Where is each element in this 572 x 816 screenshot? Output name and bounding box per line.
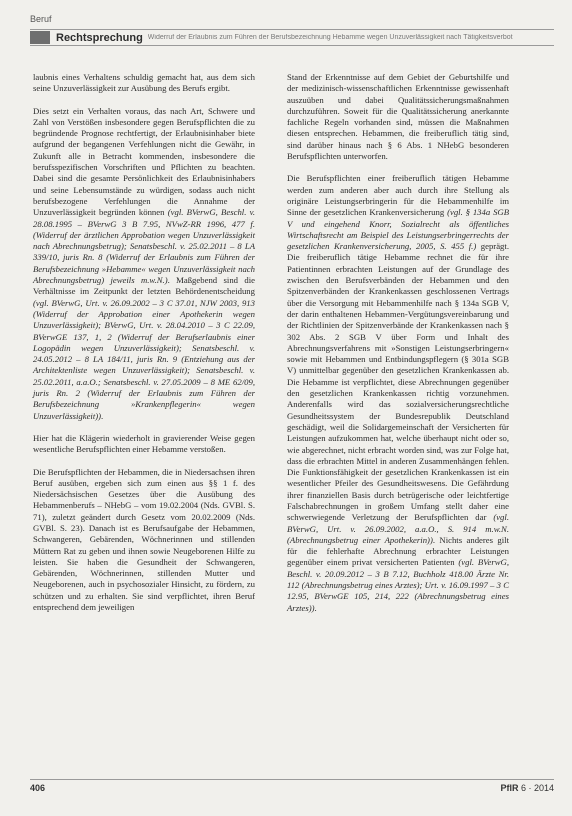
body-text: Dies setzt ein Verhalten voraus, das nach Art, Schwere und Zahl von Verstößen insbesondere gegen Berufspflichten die zu begründende Prognose rechtfertigt, der Erlaubnisinhaber biete aufgrund der begangenen Verfehlungen nicht die Gewähr, in Zukunft alle in Betracht kommenden, insbesondere die berufsspezifischen Vorschriften und Pflichten zu beachten. Dabei sind die gesamte Persönlichkeit des Erlaubnisinhabers und seine Lebensumstände zu würdigen, sodass auch nicht berufsbezogene Verfehlungen die Annahme der Unzuverlässigkeit begründen können	[33, 105, 255, 218]
header-subtitle: Widerruf der Erlaubnis zum Führen der Berufsbezeichnung Hebamme wegen Unzuverlässigkeit nach Tätigkeitsverbot	[147, 34, 513, 41]
page-footer	[30, 779, 554, 793]
paragraph	[33, 433, 255, 456]
section-label: Beruf	[30, 14, 52, 24]
body-text: Die Berufspflichten der Hebammen, die in Niedersachsen ihren Beruf ausüben, ergeben sich zum einen aus §§ 1 f. des Niedersächsischen Gesetzes über die Ausübung des Hebammenberufs – NHebG – vom 19.02.2004 (Nds. GVBl. S. 71), zuletzt geändert durch Gesetz vom 20.02.2009 (Nds. GVBl. S. 23). Danach ist es Berufsaufgabe der Hebammen, Schwangeren, Gebärenden, Wöchnerinnen und stillenden Müttern Rat zu geben und ihnen sowie Neugeborenen Hilfe zu leisten. Sie haben die Gesundheit der Schwangeren, Gebärenden, Wöchnerinnen, stillenden Mutter und Neugeborenen, auch in psychosozialer Hinsicht, zu fördern, zu schützen und zu erhalten. Sie sind verpflichtet, ihren Beruf entsprechend dem jeweiligen	[33, 466, 255, 613]
citation-text: (vgl. BVerwG, Urt. v. 26.09.2002, a.a.O., S. 914 m.w.N. (Abrechnungsbetrug einer Apothekerin))	[287, 512, 509, 545]
paragraph	[33, 467, 255, 614]
body-text: . Maßgebend sind die Verhältnisse im Zeitpunkt der letzten Behördenentscheidung	[33, 275, 255, 297]
paragraph	[287, 173, 509, 614]
citation-text: (vgl. BVerwG, Urt. v. 26.09.2002 – 3 C 37.01, NJW 2003, 913 (Widerruf der Approbation einer Apothekerin wegen Unzuverlässigkeit); BVerwG, Urt. v. 28.04.2010 – 3 C 22.09, BVerwGE 137, 1, 2 (Widerruf der Berufserlaubnis einer Logopädin wegen Unzuverlässigkeit); Senatsbeschl. v. 24.05.2012 – 8 LA 184/11, juris Rn. 9 (Entziehung aus der Architektenliste wegen Unzuverlässigkeit); Senatsbeschl. v. 25.02.2011, a.a.O.; Senatsbeschl. v. 27.05.2009 – 8 ME 62/09, juris Rn. 2 (Widerruf der Erlaubnis zum Führen der Berufsbezeichnung »Krankenpflegerin« wegen Unzuverlässigkeit))	[33, 297, 255, 421]
body-text: . Nichts anderes gilt für die fehlerhafte Abrechnung erbrachter Leistungen gegenüber einem privat versicherten Patienten	[287, 534, 510, 568]
citation-text: (vgl. § 134a SGB V und eingehend Knorr, Sozialrecht als öffentliches Wirtschaftsrecht am Beispiel des Leistungserbringerrechts der gesetzlichen Krankenversicherung, 2005, S. 455 f.)	[287, 207, 510, 252]
journal-issue	[500, 783, 554, 793]
header-marker	[30, 31, 50, 44]
paragraph	[33, 106, 255, 422]
body-text: .	[101, 410, 104, 421]
right-text-column	[287, 72, 509, 625]
body-text: .	[314, 602, 317, 613]
citation-text: (vgl. BVerwG, Beschl. v. 28.08.1995 – BVerwG 3 B 7.95, NVwZ-RR 1996, 477 f. (Widerruf der ärztlichen Approbation wegen Unzuverlässigkeit nach Abrechnungsbetrug); Senatsbeschl. v. 25.02.2011 – 8 LA 339/10, juris Rn. 8 (Widerruf der Erlaubnis zum Führen der Berufsbezeichnung »Hebamme« wegen Unzuverlässigkeit nach Abrechnungsbetrug) jeweils m.w.N.)	[33, 207, 256, 286]
paragraph	[287, 72, 509, 162]
issue-number: 6 · 2014	[520, 783, 554, 793]
body-text: Hier hat die Klägerin wiederholt in gravierender Weise gegen wesentliche Berufspflichten einer Hebamme verstoßen.	[33, 432, 255, 455]
body-text: geprägt. Die freiberuflich tätige Hebamme rechnet die für ihre Patientinnen erbrachten Leistungen auf der Grundlage des zwischen den Berufsverbänden der Hebammen und den Spitzenverbänden der Krankenkassen geschlossenen Vertrags über die Versorgung mit Hebammenhilfe nach § 134a SGB V, der darin enthaltenen Hebammen-Vergütungsvereinbarung und der Richtlinien der Spitzenverbände der Krankenkassen nach § 302 Abs. 2 SGB V über Form und Inhalt des Abrechnungsverfahrens mit »Sonstigen Leistungserbringern« sowie mit Hebammen und Entbindungspflegern (§ 301a SGB V) unmittelbar gegenüber den gesetzlichen Krankenkassen ab. Die Hebamme ist verpflichtet, diese Abrechnungen gegenüber den gesetzlichen Krankenkassen richtig vorzunehmen. Anderenfalls wird das sozialversicherungsrechtliche Gesundheitssystem der Bundesrepublik Deutschland geschädigt, weil die Solidargemeinschaft der Versicherten für Leistungen aufzukommen hat, welche überhaupt nicht oder so, wie abgerechnet, nicht erbracht worden sind, was zur Folge hat, dass die erbrachten Mittel in anderen Zusammenhängen fehlen. Die Funktionsfähigkeit der gesetzlichen Krankenkassen ist ein wesentlicher Pfeiler des Gesundheitswesens. Die Gefährdung ihrer finanziellen Basis durch betrügerische oder leichtfertige Falschabrechnungen in großem Umfang stellt daher eine schwerwiegende Verletzung der Berufspflichten dar	[287, 241, 509, 523]
header-title: Rechtsprechung	[56, 31, 143, 44]
citation-text: (vgl. BVerwG, Beschl. v. 20.09.2012 – 3 B 7.12, Buchholz 418.00 Ärzte Nr. 112 (Abrechnungsbetrug eines Arztes); Urt. v. 16.09.1997 – 3 C 12.95, BVerwGE 105, 214, 222 (Abrechnungsbetrug eines Arztes))	[287, 557, 509, 613]
page-number: 406	[30, 783, 46, 793]
header-bar	[30, 29, 554, 46]
paragraph	[33, 72, 255, 95]
journal-name: PflR	[500, 783, 519, 793]
body-text: laubnis eines Verhaltens schuldig gemacht hat, aus dem sich seine Unzuverlässigkeit zur Ausübung des Berufs ergibt.	[33, 72, 255, 94]
left-text-column	[33, 72, 255, 624]
body-text: Stand der Erkenntnisse auf dem Gebiet der Geburtshilfe und der medizinisch-wissenschaftlichen Erkenntnisse gewissenhaft auszuüben und dabei Qualitätssicherungsmaßnahmen durchzuführen. Soweit für die Qualitätssicherung anerkannte fachliche Regeln vorhanden sind, müssen die Maßnahmen diesen entsprechen. Hebammen, die freiberuflich tätig sind, sind darüber hinaus nach § 6 Abs. 1 NHebG besonderen Berufspflichten unterworfen.	[287, 72, 509, 162]
body-text: Die Berufspflichten einer freiberuflich tätigen Hebamme werden zum anderen aber auch durch ihre Stellung als originäre Leistungserbringerin für die Hebammenhilfe im Sinne der gesetzlichen Krankenversicherung	[287, 173, 509, 218]
